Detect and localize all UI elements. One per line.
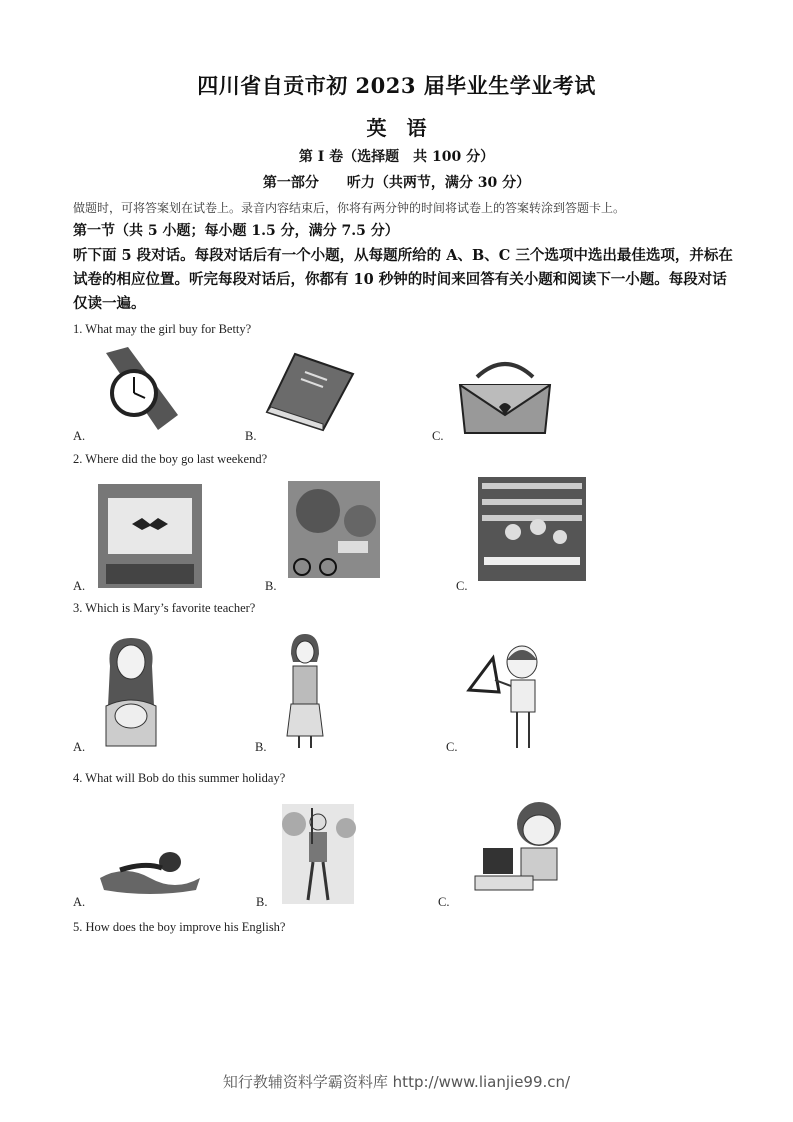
- park-image: [288, 481, 380, 578]
- computer-game-image: [465, 800, 573, 900]
- cinema-image: [98, 484, 202, 588]
- part-heading: 第一部分 听力（共两节，满分 30 分）: [262, 175, 531, 191]
- q4-option-a[interactable]: A.: [73, 895, 86, 909]
- exam-title: 四川省自贡市初 2023 届毕业生学业考试: [197, 73, 596, 98]
- q4-option-b[interactable]: B.: [256, 895, 268, 909]
- book-image: [265, 352, 355, 432]
- question-4: 4. What will Bob do this summer holiday?: [73, 771, 286, 785]
- section-heading: 第一节（共 5 小题；每小题 1.5 分，满分 7.5 分）: [73, 223, 399, 239]
- q1-option-c[interactable]: C.: [432, 429, 444, 443]
- footer-watermark: 知行教辅资料学霸资料库 http://www.lianjie99.cn/: [222, 1073, 571, 1091]
- question-2: 2. Where did the boy go last weekend?: [73, 452, 268, 466]
- watch-image: [98, 345, 183, 440]
- library-image: [478, 477, 586, 581]
- q3-option-b[interactable]: B.: [255, 740, 267, 754]
- q1-option-b[interactable]: B.: [245, 429, 257, 443]
- question-3: 3. Which is Mary’s favorite teacher?: [73, 601, 256, 615]
- long-hair-teacher-image: [100, 636, 162, 748]
- instruction-note: 做题时，可将答案划在试卷上。录音内容结束后，你将有两分钟的时间将试卷上的答案转涂到答题卡上。: [73, 201, 626, 215]
- q2-option-c[interactable]: C.: [456, 579, 468, 593]
- math-teacher-image: [465, 640, 550, 750]
- volume-heading: 第 I 卷（选择题 共 100 分）: [298, 149, 495, 165]
- q4-option-c[interactable]: C.: [438, 895, 450, 909]
- q3-option-a[interactable]: A.: [73, 740, 86, 754]
- subject-title: 英 语: [366, 116, 427, 140]
- handbag-image: [455, 355, 555, 435]
- q2-option-a[interactable]: A.: [73, 579, 86, 593]
- short-hair-teacher-image: [285, 632, 325, 750]
- hiking-image: [282, 804, 354, 904]
- q3-option-c[interactable]: C.: [446, 740, 458, 754]
- q2-option-b[interactable]: B.: [265, 579, 277, 593]
- swimming-image: [100, 848, 200, 894]
- question-5: 5. How does the boy improve his English?: [73, 920, 286, 934]
- question-1: 1. What may the girl buy for Betty?: [73, 322, 252, 336]
- section-instruction: 听下面 5 段对话。每段对话后有一个小题，从每题所给的 A、B、C 三个选项中选出最佳选项，并标在试卷的相应位置。听完每段对话后，你都有 10 秒钟的时间来回答有关小题和阅读下一小题。每段对话仅读一遍。: [73, 247, 733, 312]
- q1-option-a[interactable]: A.: [73, 429, 86, 443]
